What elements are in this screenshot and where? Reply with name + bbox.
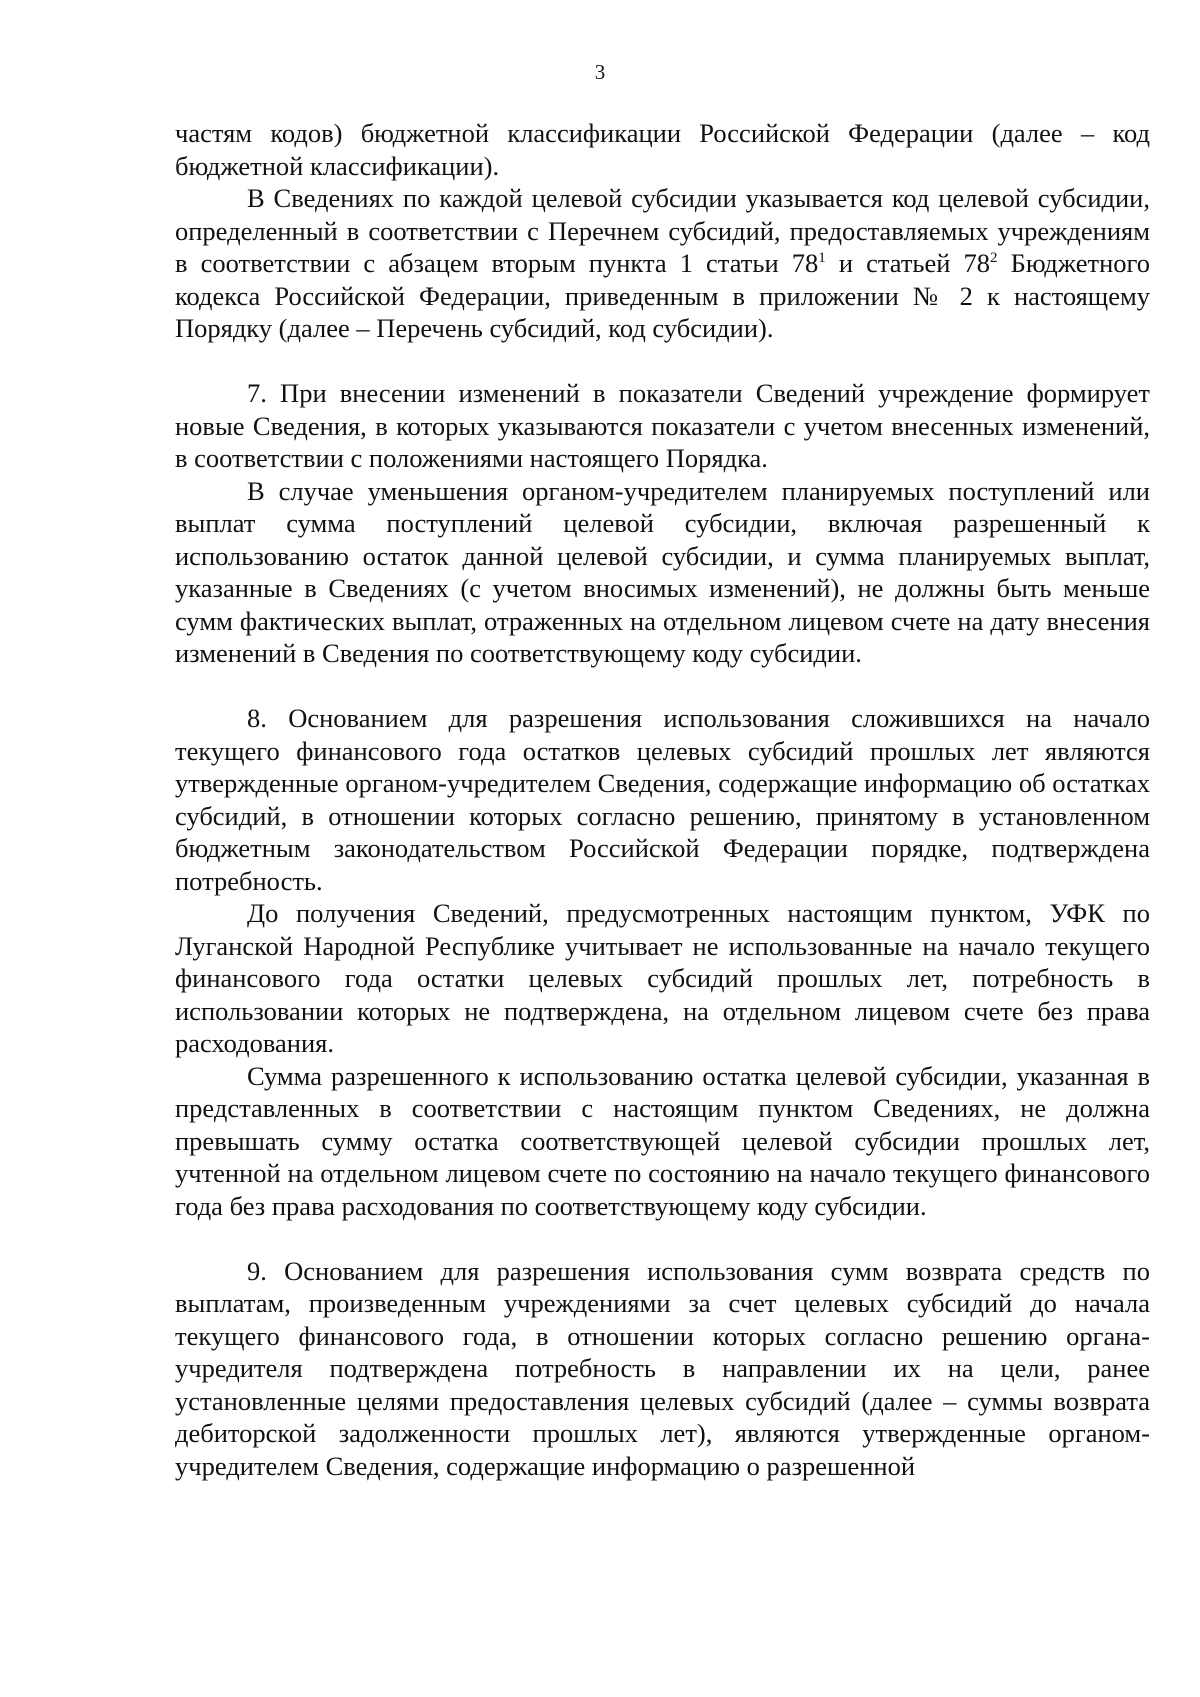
superscript: 1 <box>818 250 826 266</box>
paragraph-subsidy-code <box>175 182 1150 345</box>
paragraph-text-part: и статьей 78 <box>825 248 991 278</box>
superscript: 2 <box>990 250 998 266</box>
paragraph-before-receipt: До получения Сведений, предусмотренных настоящим пунктом, УФК по Луганской Народной Республике учитывает не использованные на начало текущего финансового года остатки целевых субсидий прошлых лет, потребность в использовании которых не подтверждена, на отдельном лицевом счете без права расходования. <box>175 898 1150 1058</box>
paragraph-item-7: 7. При внесении изменений в показатели Сведений учреждение формирует новые Сведения, в которых указываются показатели с учетом внесенных изменений, в соответствии с положениями настоящего Порядка. <box>175 378 1150 473</box>
paragraph-decrease-case: В случае уменьшения органом-учредителем планируемых поступлений или выплат сумма поступлений целевой субсидии, включая разрешенный к использованию остаток данной целевой субсидии, и сумма планируемых выплат, указанные в Сведениях (с учетом вносимых изменений), не должны быть меньше сумм фактических выплат, отраженных на отдельном лицевом счете на дату внесения изменений в Сведения по соответствующему коду субсидии. <box>175 475 1150 668</box>
page-number: 3 <box>594 60 606 84</box>
paragraph-continuation: частям кодов) бюджетной классификации Российской Федерации (далее – код бюджетной классификации). <box>175 118 1150 181</box>
paragraph-allowed-amount: Сумма разрешенного к использованию остатка целевой субсидии, указанная в представленных в соответствии с настоящим пунктом Сведениях, не должна превышать сумму остатка соответствующей целевой субсидии прошлых лет, учтенной на отдельном лицевом счете по состоянию на начало текущего финансового года без права расходования по соответствующему коду субсидии. <box>175 1060 1150 1221</box>
paragraph-text-part: В Сведениях по каждой целевой субсидии указывается код целевой субсидии, определенный в соответствии с Перечнем субсидий, предоставляемых учреждениям в соответствии с абзацем вторым пункта 1 статьи 78 <box>175 183 1150 278</box>
paragraph-item-9: 9. Основанием для разрешения использования сумм возврата средств по выплатам, произведенным учреждениями за счет целевых субсидий до начала текущего финансового года, в отношении которых согласно решению органа-учредителя подтверждена потребность в направлении их на цели, ранее установленные целями предоставления целевых субсидий (далее – суммы возврата дебиторской задолженности прошлых лет), являются утвержденные органом-учредителем Сведения, содержащие информацию о разрешенной <box>175 1255 1150 1481</box>
paragraph-item-8: 8. Основанием для разрешения использования сложившихся на начало текущего финансового года остатков целевых субсидий прошлых лет являются утвержденные органом-учредителем Сведения, содержащие информацию об остатках субсидий, в отношении которых согласно решению, принятому в установленном бюджетным законодательством Российской Федерации порядке, подтверждена потребность. <box>175 703 1150 896</box>
document-body <box>175 117 1150 1482</box>
paragraph-text-part: Бюджетного кодекса Российской Федерации, приведенным в приложении № 2 к настоящему Порядку (далее – Перечень субсидий, код субсидии). <box>175 248 1150 343</box>
